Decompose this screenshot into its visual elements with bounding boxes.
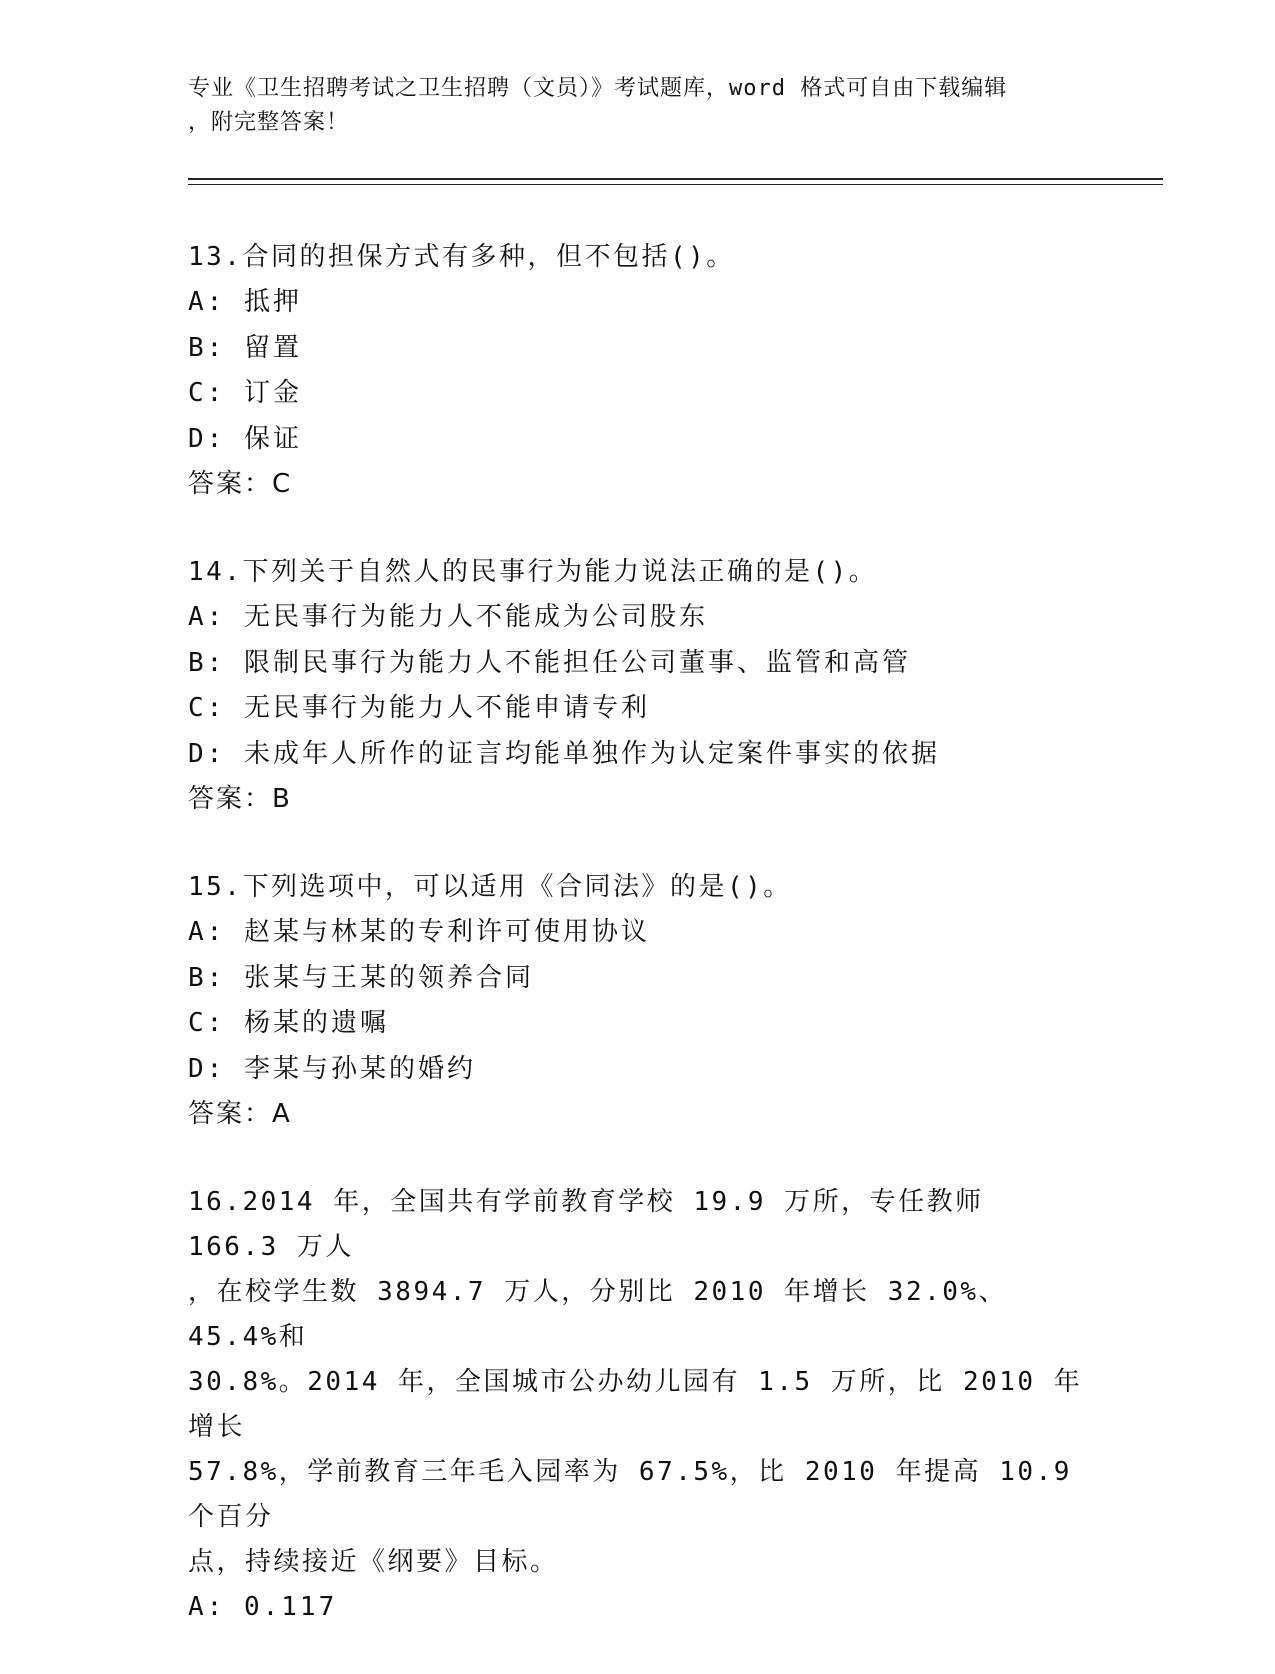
option-b: B: 张某与王某的领养合同 [188,962,534,993]
question-stem-line-1: 16.2014 年，全国共有学前教育学校 19.9 万所，专任教师 166.3 万人 [188,1187,984,1262]
option-b: B: 限制民事行为能力人不能担任公司董事、监管和高管 [188,647,911,678]
question-stem: 14.下列关于自然人的民事行为能力说法正确的是()。 [188,557,878,587]
question-15 [188,865,1088,1137]
option-a: A: 0.117 [188,1592,338,1622]
answer-label: 答案：B [188,784,292,814]
question-list [188,235,1088,1674]
option-c: C: 订金 [188,378,302,408]
option-a: A: 无民事行为能力人不能成为公司股东 [188,602,708,632]
option-d: D: 保证 [188,423,302,454]
question-stem-line-4: 57.8%，学前教育三年毛入园率为 67.5%，比 2010 年提高 10.9 个百分 [188,1457,1072,1532]
option-d: D: 李某与孙某的婚约 [188,1053,476,1084]
option-d: D: 未成年人所作的证言均能单独作为认定案件事实的依据 [188,738,940,769]
answer-label: 答案：A [188,1099,292,1129]
option-a: A: 赵某与林某的专利许可使用协议 [188,917,650,947]
option-b: B: 留置 [188,332,302,363]
answer-label: 答案：C [188,469,293,499]
header-line-1: 专业《卫生招聘考试之卫生招聘（文员）》考试题库，word 格式可自由下载编辑 [188,76,1008,101]
question-14 [188,550,1088,822]
question-stem-line-3: 30.8%。2014 年，全国城市公办幼儿园有 1.5 万所，比 2010 年增长 [188,1367,1083,1442]
option-a: A: 抵押 [188,287,302,317]
document-header [188,72,1068,140]
option-c: C: 杨某的遗嘱 [188,1008,389,1038]
header-divider-top [188,178,1163,180]
option-c: C: 无民事行为能力人不能申请专利 [188,693,650,723]
question-stem: 15.下列选项中，可以适用《合同法》的是()。 [188,872,792,902]
header-line-2: ，附完整答案！ [188,110,350,135]
question-stem-line-2: ，在校学生数 3894.7 万人，分别比 2010 年增长 32.0%、45.4%和 [188,1277,1008,1352]
question-13 [188,235,1088,507]
question-16 [188,1180,1088,1631]
question-stem-line-5: 点，持续接近《纲要》目标。 [188,1547,559,1577]
header-divider-bottom [188,184,1163,185]
question-stem: 13.合同的担保方式有多种，但不包括()。 [188,242,735,272]
